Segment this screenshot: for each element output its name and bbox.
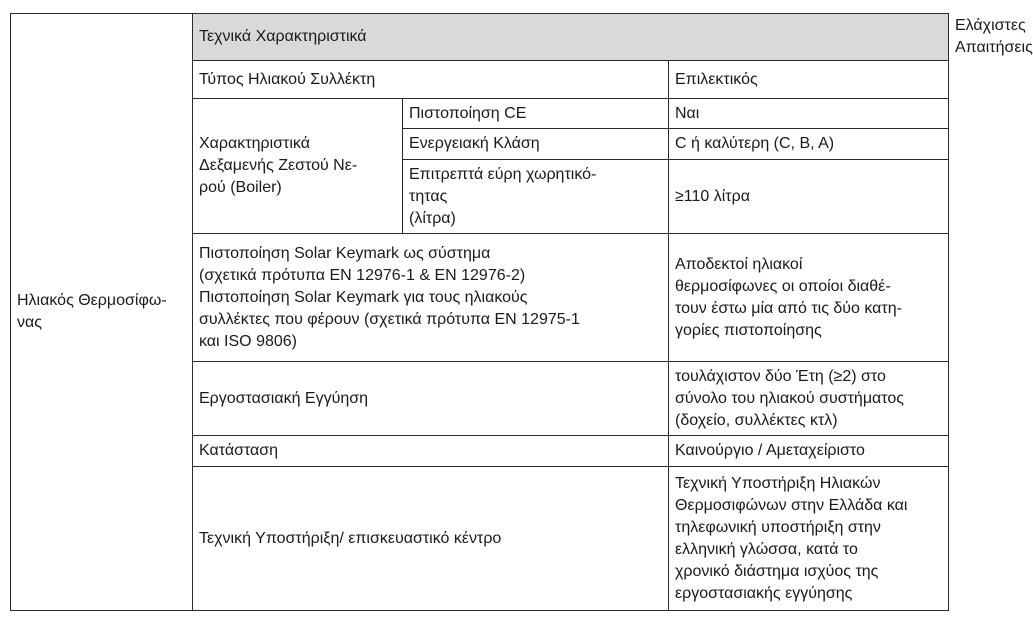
warranty-label: Εργοστασιακή Εγγύηση (193, 362, 669, 436)
header-row: Ηλιακός Θερμοσίφω- νας Τεχνικά Χαρακτηριστικά Ελάχιστες Απαιτήσεις (11, 14, 949, 61)
energy-class-value: C ή καλύτερη (C, B, A) (669, 129, 949, 160)
ce-label: Πιστοποίηση CE (403, 99, 669, 129)
energy-class-label: Ενεργειακή Κλάση (403, 129, 669, 160)
product-cell: Ηλιακός Θερμοσίφω- νας (11, 14, 193, 611)
support-label: Τεχνική Υποστήριξη/ επισκευαστικό κέντρο (193, 467, 669, 611)
boiler-group-label: Χαρακτηριστικά Δεξαμενής Ζεστού Νε- ρού (Boiler) (193, 99, 403, 234)
ce-value: Ναι (669, 99, 949, 129)
solar-keymark-label: Πιστοποίηση Solar Keymark ως σύστημα (σχετικά πρότυπα EN 12976-1 & EN 12976-2) Πιστοποίηση Solar Keymark για τους ηλιακούς συλλέκτες που φέρουν (σχετικά πρότυπα EN 12975-1 και ISO 9806) (193, 234, 669, 362)
capacity-label: Επιτρεπτά εύρη χωρητικό- τητας (λίτρα) (403, 160, 669, 234)
solar-keymark-value: Αποδεκτοί ηλιακοί θερμοσίφωνες οι οποίοι διαθέ- τουν έστω μία από τις δύο κατη- γορίες πιστοποίησης (669, 234, 949, 362)
support-value: Τεχνική Υποστήριξη Ηλιακών Θερμοσιφώνων στην Ελλάδα και τηλεφωνική υποστήριξη στην ελληνική γλώσσα, κατά το χρονικό διάστημα ισχύος της εργοστασιακής εγγύησης (669, 467, 949, 611)
collector-type-label: Τύπος Ηλιακού Συλλέκτη (193, 61, 669, 99)
condition-value: Καινούργιο / Αμεταχείριστο (669, 436, 949, 467)
spec-table (10, 13, 1033, 611)
warranty-value: τουλάχιστον δύο Έτη (≥2) στο σύνολο του ηλιακού συστήματος (δοχείο, συλλέκτες κτλ) (669, 362, 949, 436)
header-characteristics: Τεχνικά Χαρακτηριστικά (193, 14, 949, 61)
condition-label: Κατάσταση (193, 436, 669, 467)
collector-type-value: Επιλεκτικός (669, 61, 949, 99)
capacity-value: ≥110 λίτρα (669, 160, 949, 234)
